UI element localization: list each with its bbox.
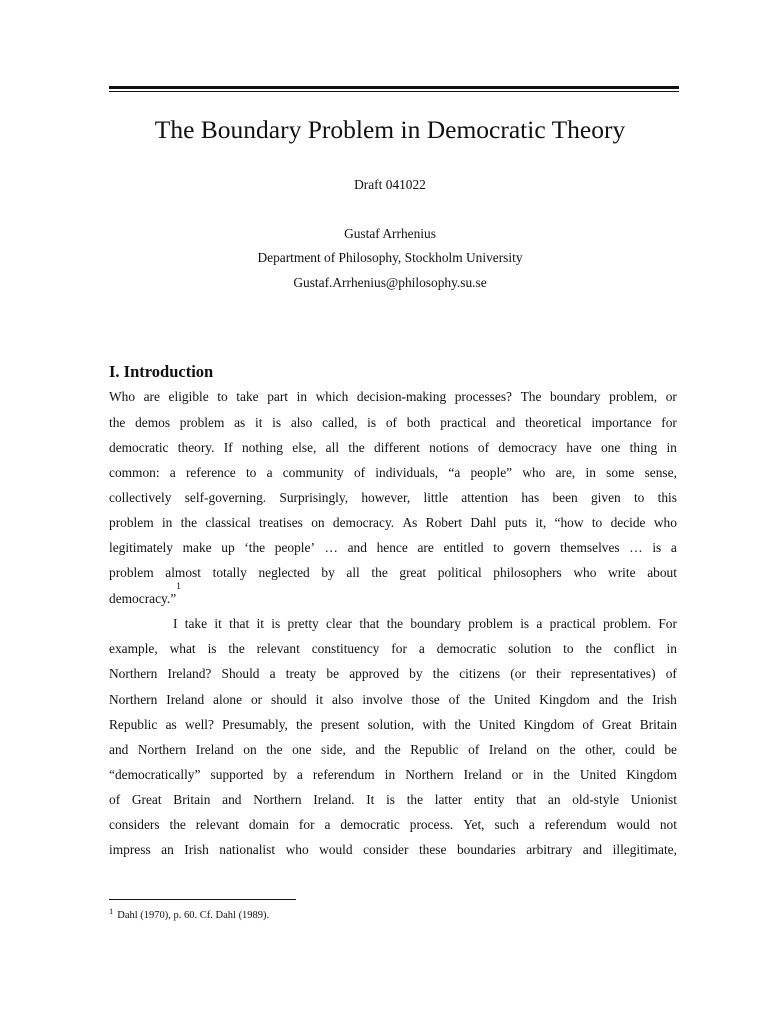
body-line: common: a reference to a community of individuals, “a people” who are, in some sense, — [109, 465, 677, 480]
body-line: Who are eligible to take part in which decision-making processes? The boundary problem, or — [109, 389, 677, 404]
body-line: problem almost totally neglected by all the great political philosophers who write about — [109, 565, 677, 580]
author-email: Gustaf.Arrhenius@philosophy.su.se — [293, 275, 487, 290]
line-text: democracy.” — [109, 591, 177, 606]
author-affiliation: Department of Philosophy, Stockholm University — [257, 250, 523, 265]
footnote-text: Dahl (1970), p. 60. Cf. Dahl (1989). — [117, 910, 270, 921]
body-line: “democratically” supported by a referendum in Northern Ireland or in the United Kingdom — [109, 767, 677, 782]
footnote-number: 1 — [109, 905, 114, 916]
body-line: and Northern Ireland on the one side, and the Republic of Ireland on the other, could be — [109, 742, 677, 757]
header-rule-thick — [109, 86, 679, 89]
header-rule-thin — [109, 91, 679, 92]
body-line: Northern Ireland? Should a treaty be approved by the citizens (or their representatives) of — [109, 666, 677, 681]
body-line: impress an Irish nationalist who would consider these boundaries arbitrary and illegitimate, — [109, 842, 677, 857]
body-line: example, what is the relevant constituency for a democratic solution to the conflict in — [109, 641, 677, 656]
body-line: problem in the classical treatises on democracy. As Robert Dahl puts it, “how to decide who — [109, 515, 677, 530]
author-name: Gustaf Arrhenius — [344, 226, 436, 241]
document-title: The Boundary Problem in Democratic Theory — [154, 115, 626, 144]
body-line: of Great Britain and Northern Ireland. It is the latter entity that an old-style Unionist — [109, 792, 677, 807]
footnote-separator — [109, 899, 296, 900]
footnote-reference: 1 — [176, 582, 181, 592]
body-line: considers the relevant domain for a democratic process. Yet, such a referendum would not — [109, 817, 677, 832]
body-line: the demos problem as it is also called, is of both practical and theoretical importance for — [109, 415, 677, 430]
body-line: collectively self-governing. Surprisingly, however, little attention has been given to this — [109, 490, 677, 505]
body-line: legitimately make up ‘the people’ … and hence are entitled to govern themselves … is a — [109, 540, 677, 555]
body-line: Republic as well? Presumably, the present solution, with the United Kingdom of Great Britain — [109, 717, 677, 732]
body-line: democratic theory. If nothing else, all the different notions of democracy have one thing in — [109, 440, 677, 455]
body-line: I take it that it is pretty clear that the boundary problem is a practical problem. For — [173, 616, 677, 631]
body-line — [109, 582, 677, 611]
footnote — [109, 905, 270, 923]
draft-label: Draft 041022 — [354, 177, 426, 192]
section-heading: I. Introduction — [109, 362, 214, 381]
body-line: Northern Ireland alone or should it also involve those of the United Kingdom and the Irish — [109, 692, 677, 707]
